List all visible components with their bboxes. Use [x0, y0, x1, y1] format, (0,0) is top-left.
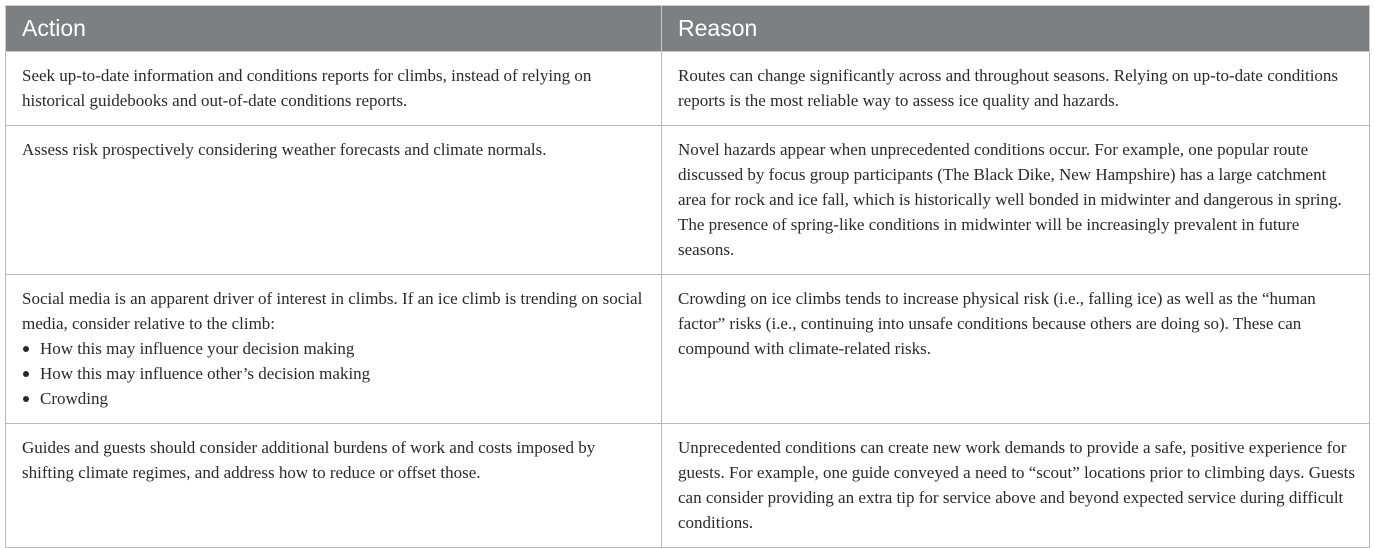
table-row: [6, 424, 1370, 548]
header-reason: Reason: [662, 6, 1370, 52]
table-row: [6, 126, 1370, 275]
table-body: [6, 52, 1370, 548]
action-reason-table: [5, 5, 1370, 548]
bullet-item: [22, 336, 647, 361]
header-row: [6, 6, 1370, 52]
reason-cell: Novel hazards appear when unprecedented conditions occur. For example, one popular route discussed by focus group participants (The Black Dike, New Hampshire) has a large catchment area for rock and ice fall, which is historically well bonded in midwinter and dangerous in spring. The presence of spring-like conditions in midwinter will be increasingly prevalent in future seasons.: [662, 126, 1370, 275]
action-cell: [6, 275, 662, 424]
bullet-text: How this may influence your decision making: [40, 339, 355, 358]
bullet-text: How this may influence other’s decision making: [40, 364, 371, 383]
bullet-icon: [23, 346, 29, 352]
reason-cell: Routes can change significantly across and throughout seasons. Relying on up-to-date conditions reports is the most reliable way to assess ice quality and hazards.: [662, 52, 1370, 126]
reason-cell: Unprecedented conditions can create new work demands to provide a safe, positive experience for guests. For example, one guide conveyed a need to “scout” locations prior to climbing days. Guests can consider providing an extra tip for service above and beyond expected service during difficult conditions.: [662, 424, 1370, 548]
bullet-item: [22, 361, 647, 386]
table-header: [6, 6, 1370, 52]
action-cell: Assess risk prospectively considering weather forecasts and climate normals.: [6, 126, 662, 275]
action-text: Social media is an apparent driver of interest in climbs. If an ice climb is trending on social media, consider relative to the climb:: [22, 289, 643, 333]
bullet-icon: [23, 396, 29, 402]
bullet-text: Crowding: [40, 389, 108, 408]
table-row: [6, 52, 1370, 126]
reason-cell: Crowding on ice climbs tends to increase physical risk (i.e., falling ice) as well as the “human factor” risks (i.e., continuing into unsafe conditions because others are doing so). These can compound with climate-related risks.: [662, 275, 1370, 424]
table-row: [6, 275, 1370, 424]
bullet-item: [22, 386, 647, 411]
action-cell: Guides and guests should consider additional burdens of work and costs imposed by shifting climate regimes, and address how to reduce or offset those.: [6, 424, 662, 548]
bullet-icon: [23, 371, 29, 377]
bullet-list: [22, 336, 647, 411]
action-cell: Seek up-to-date information and conditions reports for climbs, instead of relying on historical guidebooks and out-of-date conditions reports.: [6, 52, 662, 126]
header-action: Action: [6, 6, 662, 52]
